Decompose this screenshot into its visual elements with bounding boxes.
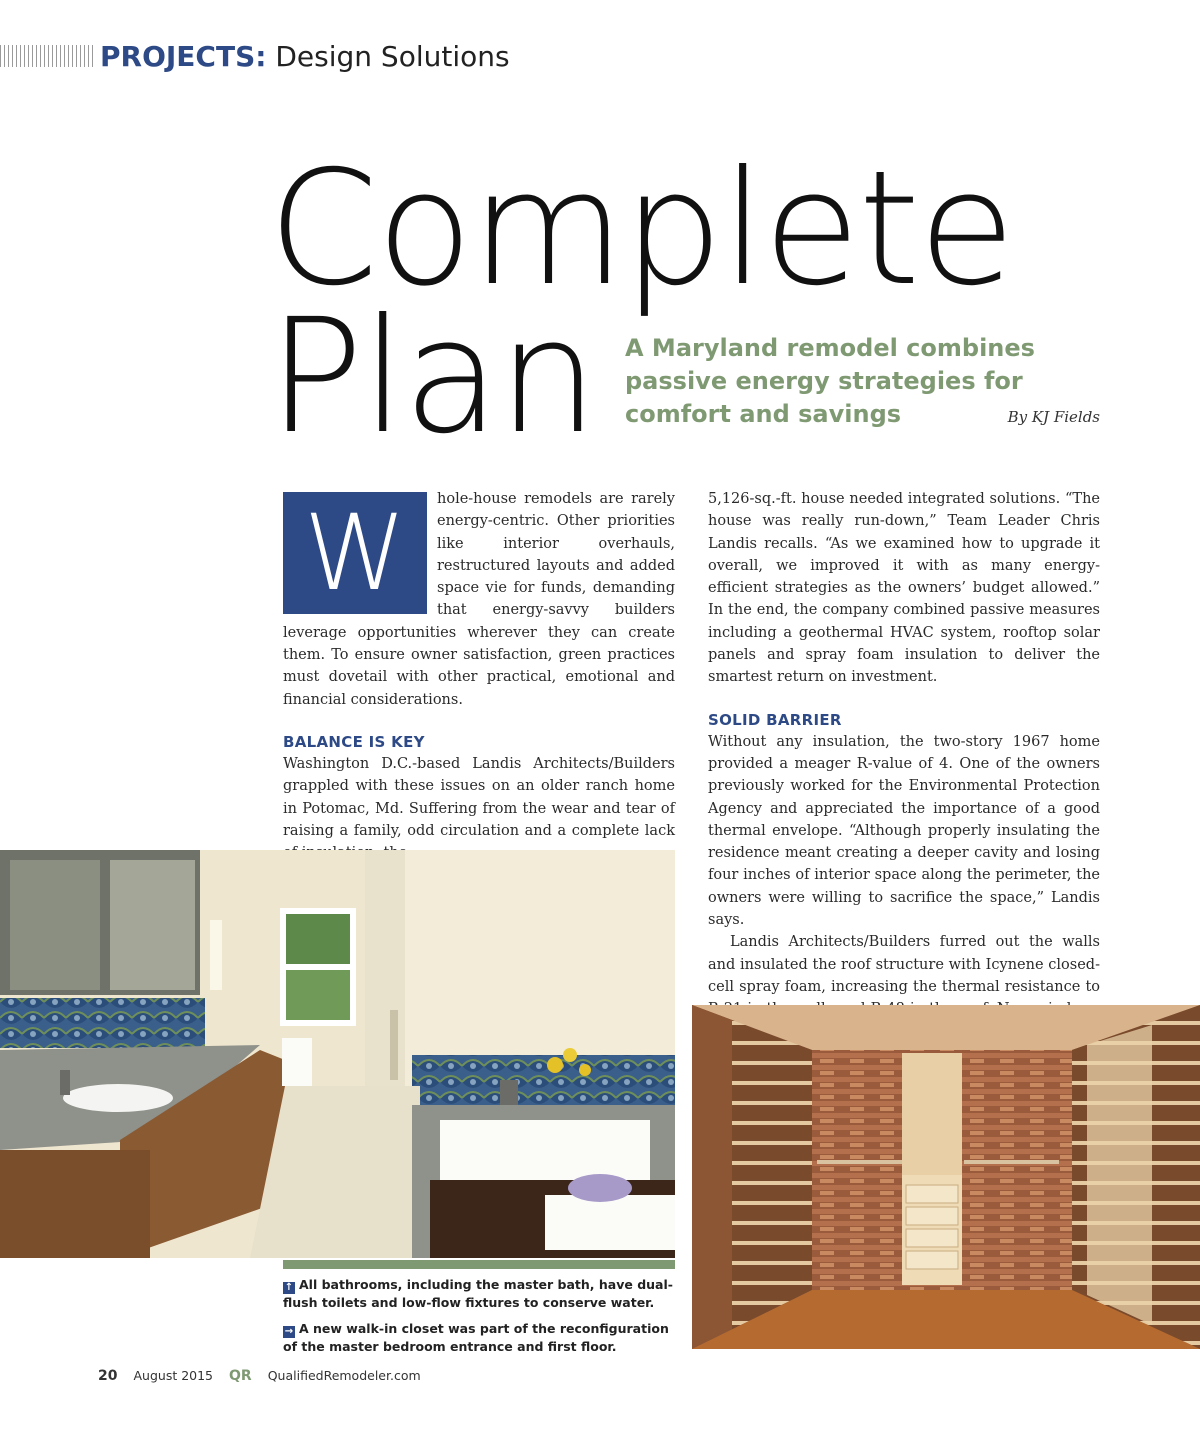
closet-photo — [692, 1005, 1200, 1349]
page-number: 20 — [98, 1368, 118, 1384]
arrow-up-icon: ↑ — [284, 1282, 294, 1293]
subsection-label: Design Solutions — [275, 39, 510, 73]
article-deck: A Maryland remodel combines passive energy strategies for comfort and savings — [625, 334, 1035, 428]
website-url: QualifiedRemodeler.com — [267, 1368, 421, 1383]
bathroom-photo — [0, 850, 675, 1258]
section-label: PROJECTS: — [100, 39, 267, 73]
caption-closet-text: A new walk-in closet was part of the reconfiguration of the master bedroom entrance and first floor. — [283, 1321, 669, 1354]
issue-date: August 2015 — [133, 1368, 214, 1383]
section-header — [0, 38, 510, 74]
closet-illustration — [692, 1005, 1200, 1349]
barrier-paragraph-1: Without any insulation, the two-story 1967 home provided a meager R-value of 4. One of the owners previously worked for the Environmental Protection Agency and appreciated the importance of a good thermal envelope. “Although properly insulating the residence meant creating a deeper cavity and losing four inches of interior space along the perimeter, the owners were willing to sacrifice the space,” Landis says. — [708, 733, 1100, 929]
arrow-right-icon: → — [284, 1326, 294, 1337]
page-footer — [98, 1368, 421, 1384]
intro-paragraph: hole-house remodels are rarely energy-centric. Other priorities like interior overhauls, restructured layouts and added space vie for funds, demanding that energy-savvy builders leverage opportunities wherever they can create them. To ensure owner satisfaction, green practices must dovetail with other practical, emotional and financial considerations. — [283, 491, 675, 708]
article-title-line2: Plan — [268, 285, 597, 469]
subheading-barrier: SOLID BARRIER — [708, 710, 842, 729]
caption-closet — [283, 1320, 678, 1355]
caption-bathroom — [283, 1276, 678, 1311]
balance-paragraph: Washington D.C.-based Landis Architects/Builders grappled with these issues on an older ranch home in Potomac, Md. Suffering from the wear and tear of raising a family, odd circulation and a complete lack — [283, 755, 675, 839]
article-title-line1: Complete — [268, 137, 1014, 321]
header-text — [100, 40, 510, 73]
byline: By KJ Fields — [1007, 408, 1100, 426]
caption-bathroom-text: All bathrooms, including the master bath, have dual-flush toilets and low-flow fixtures to conserve water. — [283, 1277, 673, 1310]
header-stripes — [0, 45, 96, 67]
caption-divider — [283, 1260, 675, 1269]
brand-mark: QR — [229, 1368, 252, 1384]
column-left — [283, 488, 675, 864]
col2-paragraph: 5,126-sq.-ft. house needed integrated solutions. “The house was really run-down,” Team Leader Chris Landis recalls. “As we examined how to upgrade it overall, we improved it with as many energy-efficient strategies as the owners’ budget allowed.” In the end, the company combined passive measures including a geothermal HVAC system, rooftop solar panels and spray foam insulation to deliver the smartest return on investment. — [708, 491, 1100, 686]
dropcap: W — [283, 492, 427, 614]
bathroom-illustration — [0, 850, 675, 1258]
barrier-paragraph-2: Landis Architects/Builders furred out the walls and insulated the roof structure with Icynene closed-cell spray foam, increasing the thermal resistance to — [708, 934, 1100, 995]
subheading-balance: BALANCE IS KEY — [283, 732, 425, 751]
column-right — [708, 488, 1100, 1043]
